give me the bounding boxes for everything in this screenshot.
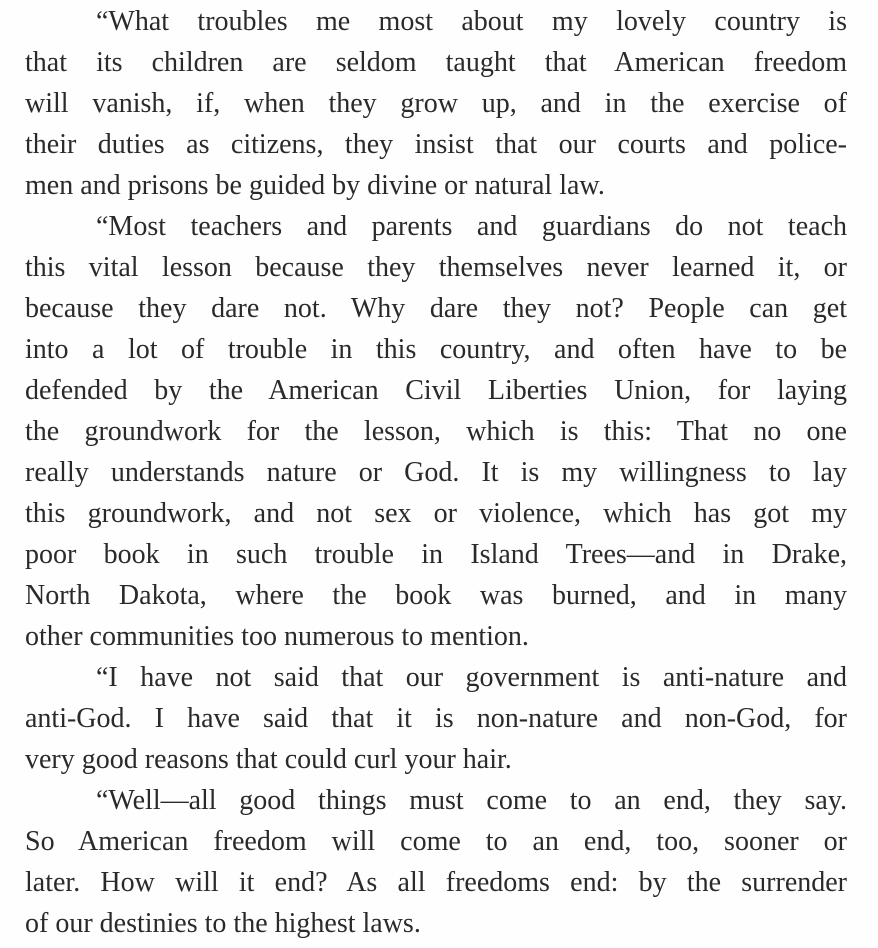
text-line: “I have not said that our government is anti-nature and xyxy=(96,662,847,693)
text-line: So American freedom will come to an end, too, sooner or xyxy=(25,826,847,857)
text-line: “Well—all good things must come to an end, they say. xyxy=(96,785,847,816)
text-line: this vital lesson because they themselves never learned it, or xyxy=(25,252,847,283)
text-line: men and prisons be guided by divine or natural law. xyxy=(25,170,605,201)
text-line: into a lot of trouble in this country, and often have to be xyxy=(25,334,847,365)
text-line: will vanish, if, when they grow up, and in the exercise of xyxy=(25,88,847,119)
text-line: because they dare not. Why dare they not? People can get xyxy=(25,293,847,324)
text-line: anti-God. I have said that it is non-nature and non-God, for xyxy=(25,703,847,734)
text-line: their duties as citizens, they insist that our courts and police- xyxy=(25,129,847,160)
text-line: North Dakota, where the book was burned, and in many xyxy=(25,580,847,611)
text-line: “Most teachers and parents and guardians do not teach xyxy=(96,211,847,242)
text-line: later. How will it end? As all freedoms end: by the surrender xyxy=(25,867,847,898)
text-line: that its children are seldom taught that American freedom xyxy=(25,47,847,78)
text-line: the groundwork for the lesson, which is this: That no one xyxy=(25,416,847,447)
text-line: really understands nature or God. It is my willingness to lay xyxy=(25,457,847,488)
text-line: other communities too numerous to mention. xyxy=(25,621,529,652)
text-line: defended by the American Civil Liberties Union, for laying xyxy=(25,375,847,406)
text-line: poor book in such trouble in Island Trees—and in Drake, xyxy=(25,539,847,570)
text-line: “What troubles me most about my lovely country is xyxy=(96,6,847,37)
text-line: this groundwork, and not sex or violence, which has got my xyxy=(25,498,847,529)
text-line: very good reasons that could curl your hair. xyxy=(25,744,512,775)
text-line: of our destinies to the highest laws. xyxy=(25,908,421,939)
